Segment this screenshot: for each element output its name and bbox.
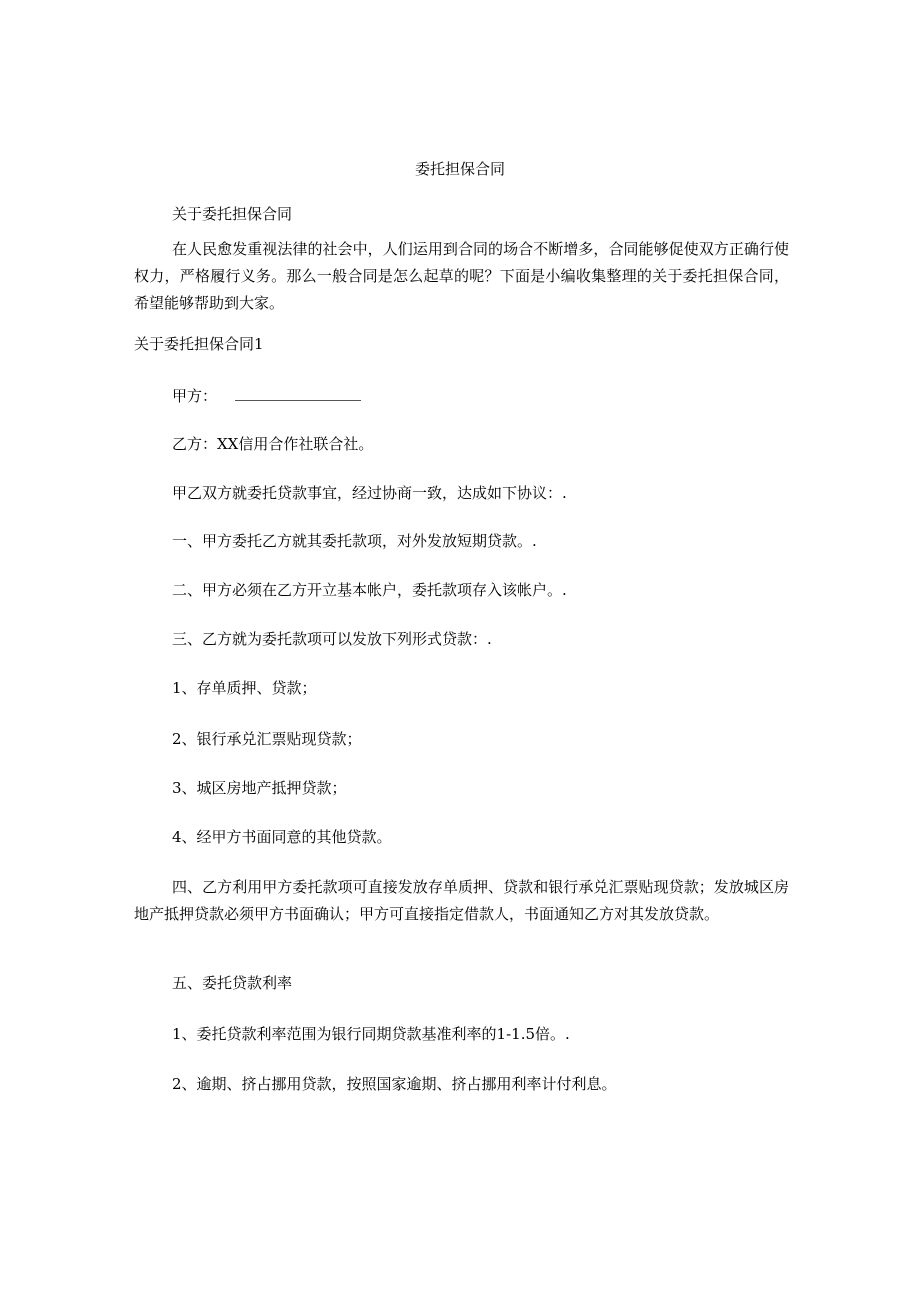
document-title: 委托担保合同	[414, 160, 505, 178]
clause-3-item: 2、银行承兑汇票贴现贷款；	[172, 730, 362, 748]
clause-3-item: 4、经甲方书面同意的其他贷款。	[172, 828, 392, 846]
intro-paragraph: 在人民愈发重视法律的社会中，人们运用到合同的场合不断增多，合同能够促使双方正确行使权力，严格履行义务。那么一般合同是怎么起草的呢？下面是小编收集整理的关于委托担保合同，希望能够帮助到大家。	[134, 240, 789, 312]
party-a-blank-field	[235, 386, 361, 401]
clause-3-item: 1、存单质押、贷款；	[172, 679, 317, 697]
clause-1: 一、甲方委托乙方就其委托款项，对外发放短期贷款。.	[172, 532, 537, 550]
party-b-line: 乙方：XX信用合作社联合社。	[172, 435, 374, 453]
clause-3-item: 3、城区房地产抵押贷款；	[172, 779, 347, 797]
clause-5-item: 2、逾期、挤占挪用贷款，按照国家逾期、挤占挪用利率计付利息。	[172, 1075, 617, 1093]
document-subtitle: 关于委托担保合同	[172, 205, 293, 223]
party-a-line	[172, 385, 361, 407]
party-a-label: 甲方：	[172, 387, 218, 405]
clause-5-item: 1、委托贷款利率范围为银行同期贷款基准利率的1-1.5倍。.	[172, 1025, 570, 1043]
clause-5: 五、委托贷款利率	[172, 974, 293, 992]
clause-4: 四、乙方利用甲方委托款项可直接发放存单质押、贷款和银行承兑汇票贴现贷款；发放城区房地产抵押贷款必须甲方书面确认；甲方可直接指定借款人，书面通知乙方对其发放贷款。	[134, 878, 789, 923]
agreement-intro: 甲乙双方就委托贷款事宜，经过协商一致，达成如下协议：.	[172, 484, 567, 502]
section-heading: 关于委托担保合同1	[134, 335, 264, 353]
clause-3: 三、乙方就为委托款项可以发放下列形式贷款：.	[172, 630, 492, 648]
clause-2: 二、甲方必须在乙方开立基本帐户，委托款项存入该帐户。.	[172, 581, 567, 599]
